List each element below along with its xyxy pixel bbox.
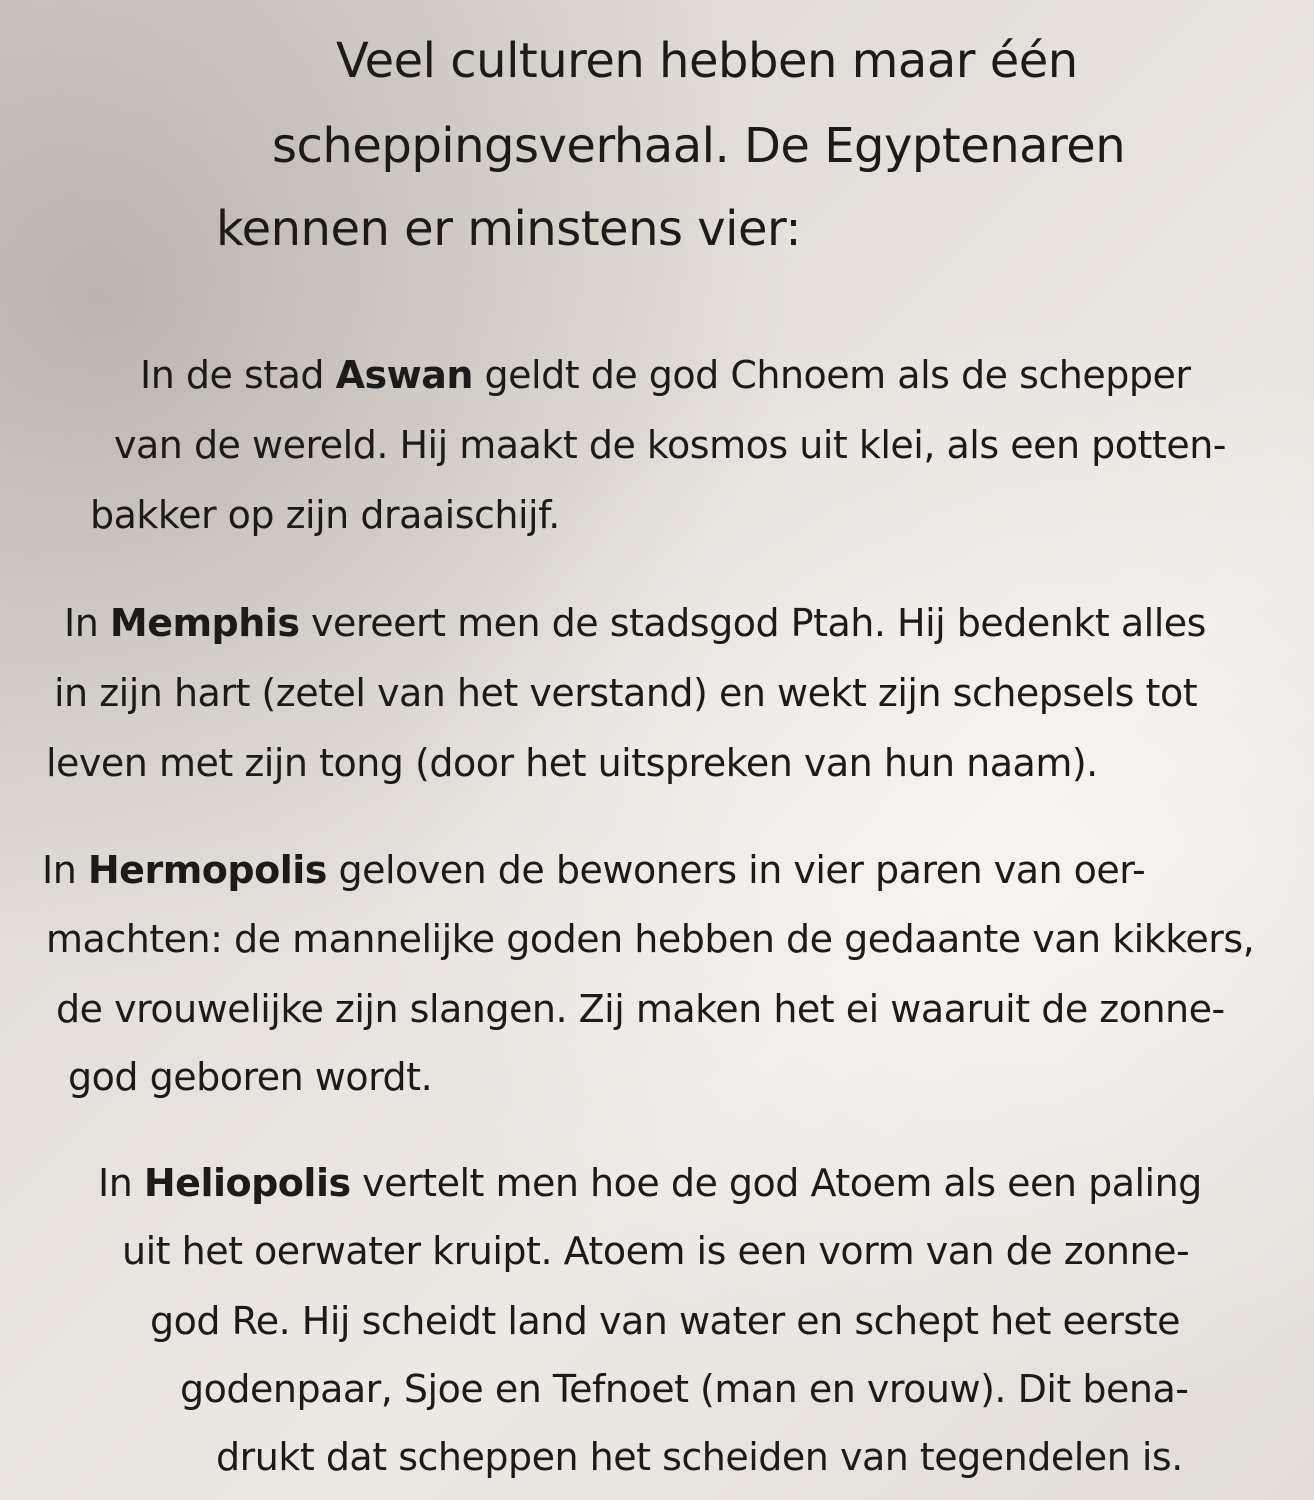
paragraph-first-line: [98, 1158, 1202, 1208]
paragraph-text: vertelt men hoe de god Atoem als een paling: [350, 1161, 1202, 1205]
paragraph-text: geloven de bewoners in vier paren van oer-: [326, 848, 1146, 892]
paragraph-text: vereert men de stadsgod Ptah. Hij bedenkt alles: [299, 601, 1206, 645]
paragraph-line: leven met zijn tong (door het uitspreken van hun naam).: [46, 741, 1098, 785]
paragraph-lead: In de stad: [140, 353, 336, 397]
paragraph-line: god geboren wordt.: [68, 1055, 433, 1099]
paragraph-lead: In: [42, 848, 88, 892]
paragraph-text: geldt de god Chnoem als de schepper: [472, 353, 1191, 397]
paragraph-line: drukt dat scheppen het scheiden van tegendelen is.: [216, 1435, 1183, 1479]
paragraph-line: in zijn hart (zetel van het verstand) en wekt zijn schepsels tot: [54, 671, 1198, 715]
intro-line: scheppingsverhaal. De Egyptenaren: [272, 118, 1126, 174]
paragraph-lead: In: [64, 601, 110, 645]
city-name: Aswan: [335, 353, 473, 397]
city-name: Memphis: [109, 601, 300, 645]
city-name: Heliopolis: [143, 1161, 351, 1205]
intro-line: Veel culturen hebben maar één: [336, 33, 1078, 89]
paragraph-first-line: [42, 845, 1145, 895]
city-name: Hermopolis: [87, 848, 327, 892]
intro-line: kennen er minstens vier:: [216, 201, 802, 257]
paragraph-first-line: [140, 350, 1190, 400]
paragraph-line: god Re. Hij scheidt land van water en schept het eerste: [150, 1299, 1180, 1343]
paragraph-line: bakker op zijn draaischijf.: [90, 493, 560, 537]
paragraph-line: de vrouwelijke zijn slangen. Zij maken het ei waaruit de zonne-: [56, 987, 1225, 1031]
paragraph-line: godenpaar, Sjoe en Tefnoet (man en vrouw). Dit bena-: [180, 1367, 1189, 1411]
paragraph-line: van de wereld. Hij maakt de kosmos uit klei, als een potten-: [114, 423, 1227, 467]
paragraph-line: machten: de mannelijke goden hebben de gedaante van kikkers,: [46, 917, 1255, 961]
paragraph-lead: In: [98, 1161, 144, 1205]
paragraph-line: uit het oerwater kruipt. Atoem is een vorm van de zonne-: [122, 1229, 1190, 1273]
paragraph-first-line: [64, 598, 1206, 648]
